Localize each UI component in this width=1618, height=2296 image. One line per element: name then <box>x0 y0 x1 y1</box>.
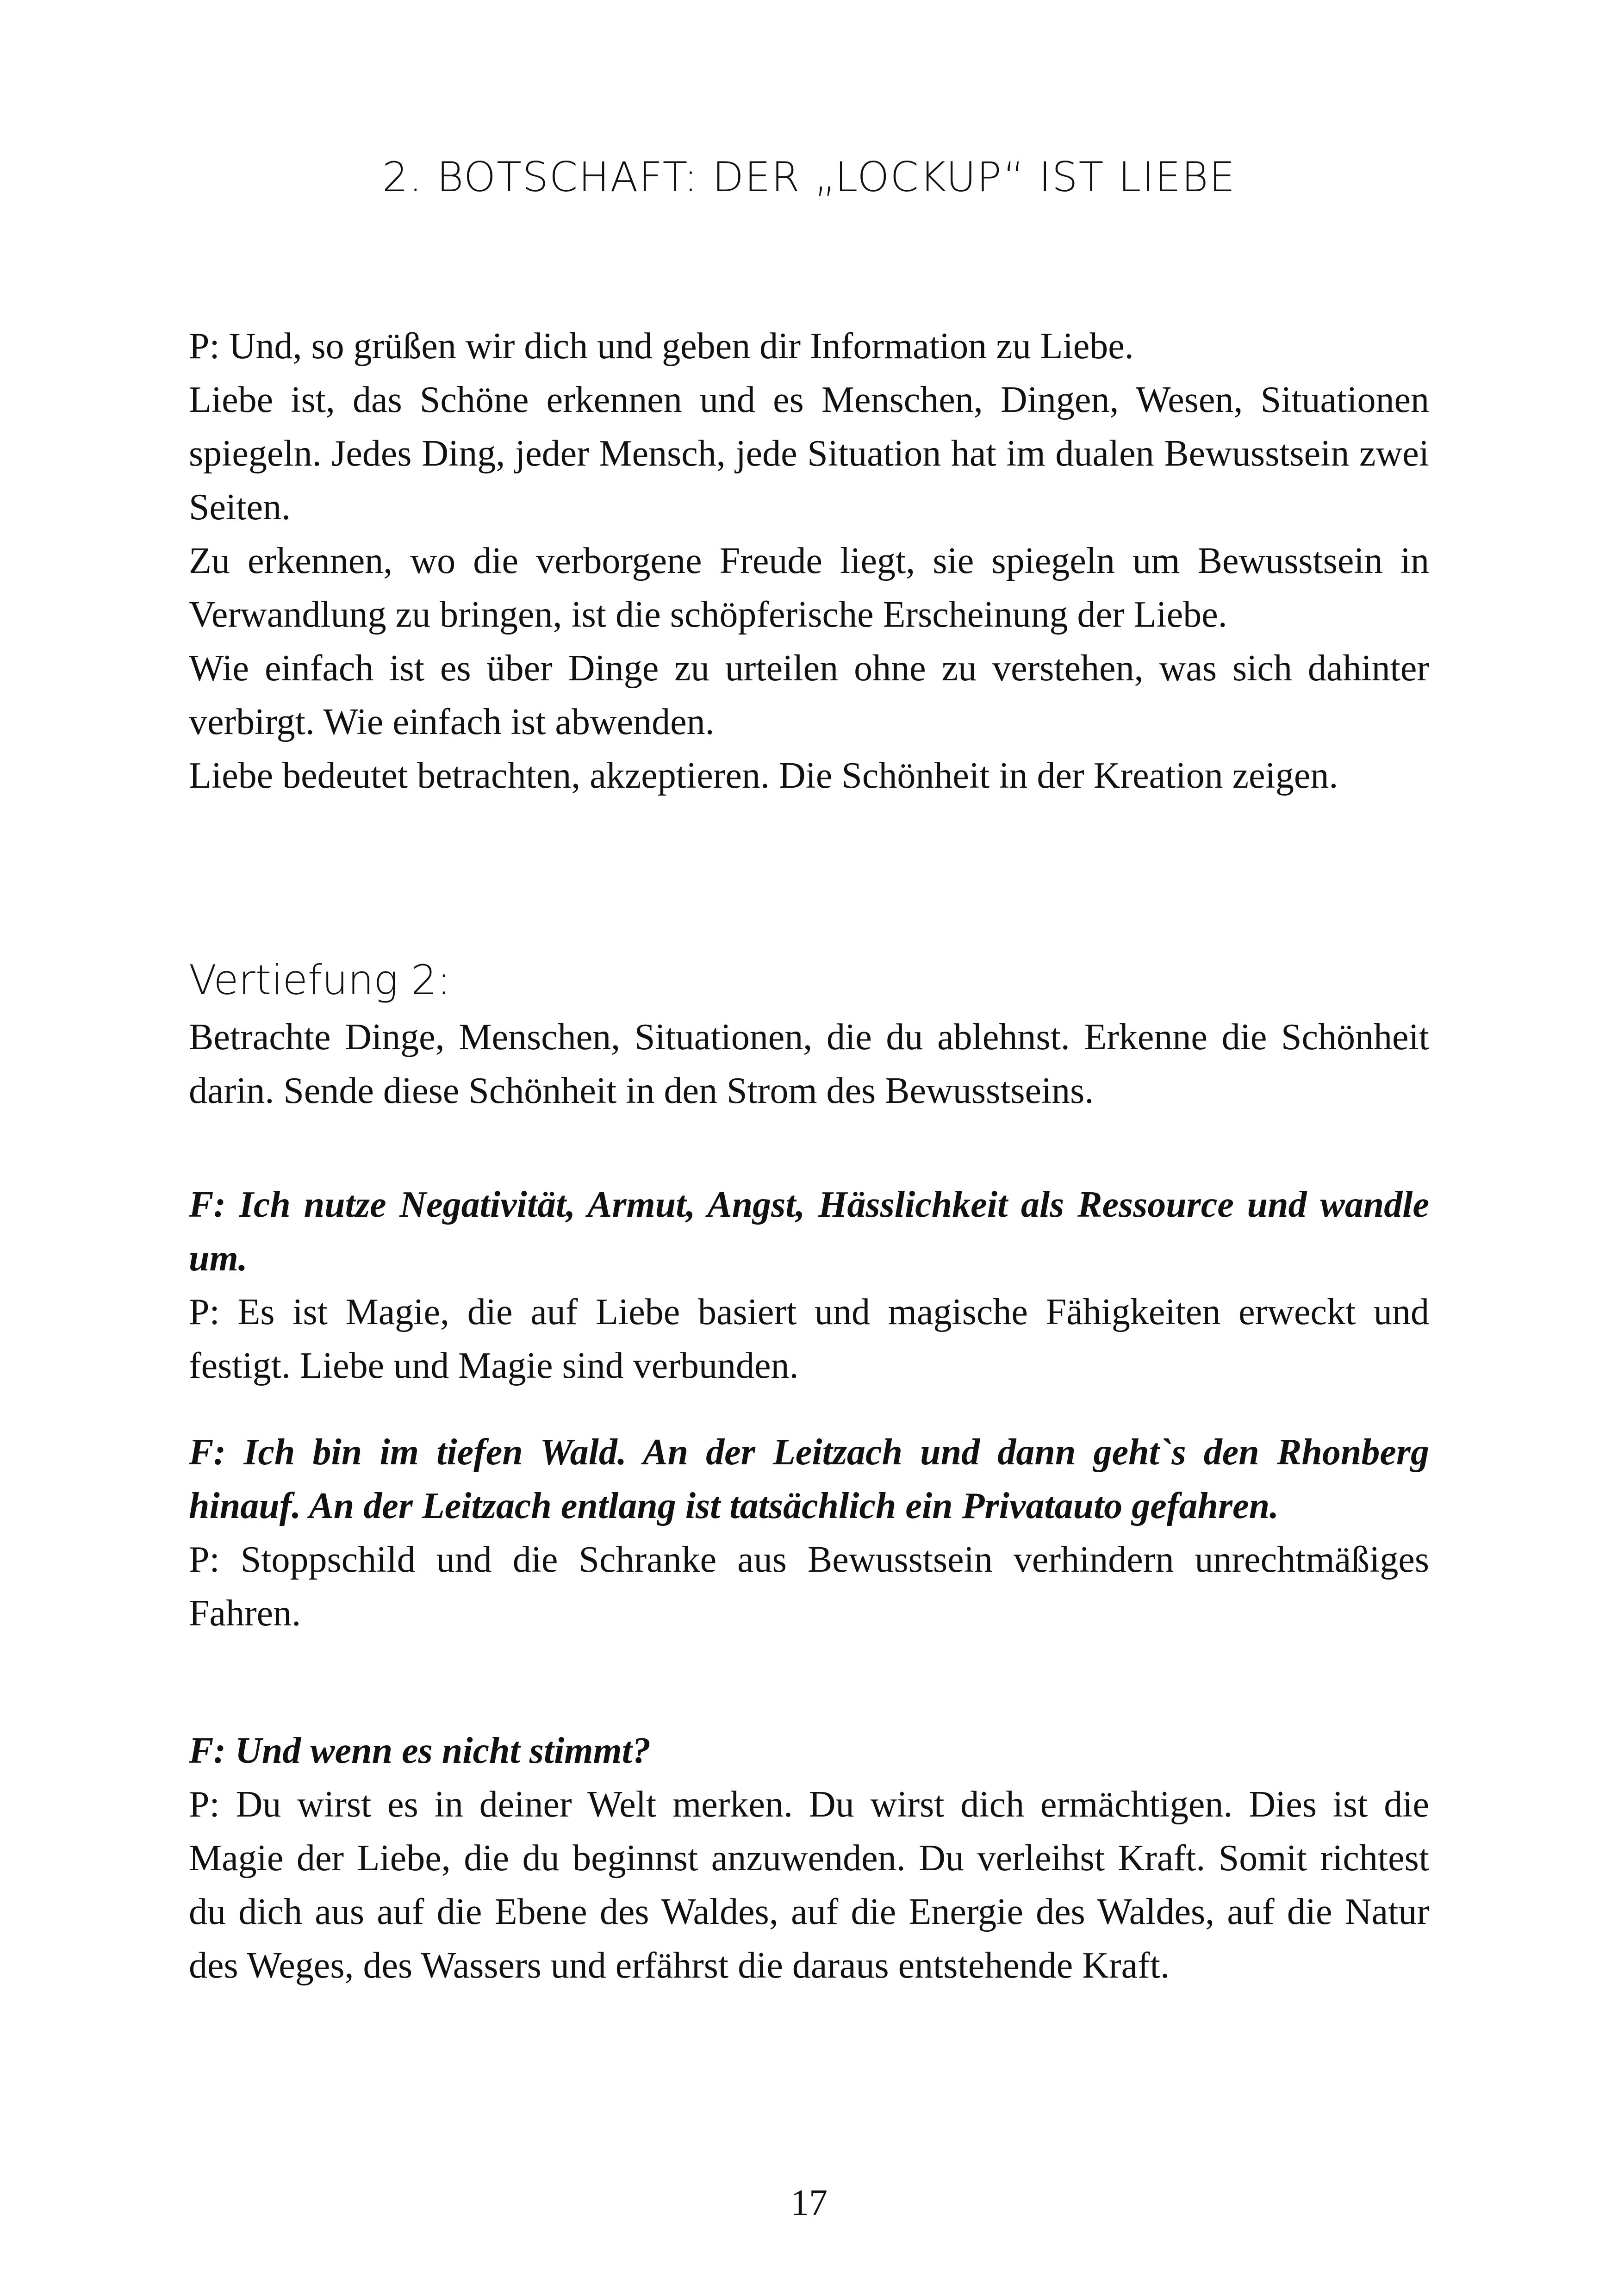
vertiefung-text: Betrachte Dinge, Menschen, Situationen, die du ablehnst. Erkenne die Schönheit darin. Sende diese Schönheit in den Strom des Bewusstseins. <box>189 1016 1429 1111</box>
answer-text: P: Stoppschild und die Schranke aus Bewusstsein verhindern unrechtmäßiges Fahren. <box>189 1539 1429 1634</box>
page-number: 17 <box>790 2183 828 2223</box>
dialog-block-1 <box>189 1178 1429 1393</box>
intro-paragraph: Wie einfach ist es über Dinge zu urteilen ohne zu verstehen, was sich dahinter verbirgt. Wie einfach ist abwenden. <box>189 648 1429 742</box>
answer-text: P: Es ist Magie, die auf Liebe basiert und magische Fähigkeiten erweckt und festigt. Liebe und Magie sind verbunden. <box>189 1292 1429 1386</box>
intro-paragraph: Liebe ist, das Schöne erkennen und es Menschen, Dingen, Wesen, Situationen spiegeln. Jedes Ding, jeder Mensch, jede Situation hat im dualen Bewusstsein zwei Seiten. <box>189 380 1429 528</box>
chapter-title: 2. BOTSCHAFT: DER „LOCKUP“ IST LIEBE <box>382 153 1236 201</box>
intro-section <box>189 319 1429 803</box>
intro-paragraph: Zu erkennen, wo die verborgene Freude liegt, sie spiegeln um Bewusstsein in Verwandlung zu bringen, ist die schöpferische Erscheinung der Liebe. <box>189 541 1429 635</box>
answer-text: P: Du wirst es in deiner Welt merken. Du wirst dich ermächtigen. Dies ist die Magie der Liebe, die du beginnst anzuwenden. Du verleihst Kraft. Somit richtest du dich aus auf die Ebene des Waldes, auf die Energie des Waldes, auf die Natur des Weges, des Wassers und erfährst die daraus entstehende Kraft. <box>189 1784 1429 1986</box>
question-text: F: Und wenn es nicht stimmt? <box>189 1730 651 1771</box>
intro-paragraph: Liebe bedeutet betrachten, akzeptieren. Die Schönheit in der Kreation zeigen. <box>189 755 1338 796</box>
question-text: F: Ich bin im tiefen Wald. An der Leitzach und dann geht`s den Rhonberg hinauf. An der Leitzach entlang ist tatsächlich ein Privatauto gefahren. <box>189 1432 1429 1526</box>
dialog-block-3 <box>189 1724 1429 1992</box>
dialog-block-2 <box>189 1425 1429 1640</box>
intro-paragraph: P: Und, so grüßen wir dich und geben dir Information zu Liebe. <box>189 326 1134 367</box>
vertiefung-section <box>189 956 1429 1118</box>
question-text: F: Ich nutze Negativität, Armut, Angst, Hässlichkeit als Ressource und wandle um. <box>189 1184 1429 1279</box>
vertiefung-heading: Vertiefung 2: <box>189 956 451 1004</box>
